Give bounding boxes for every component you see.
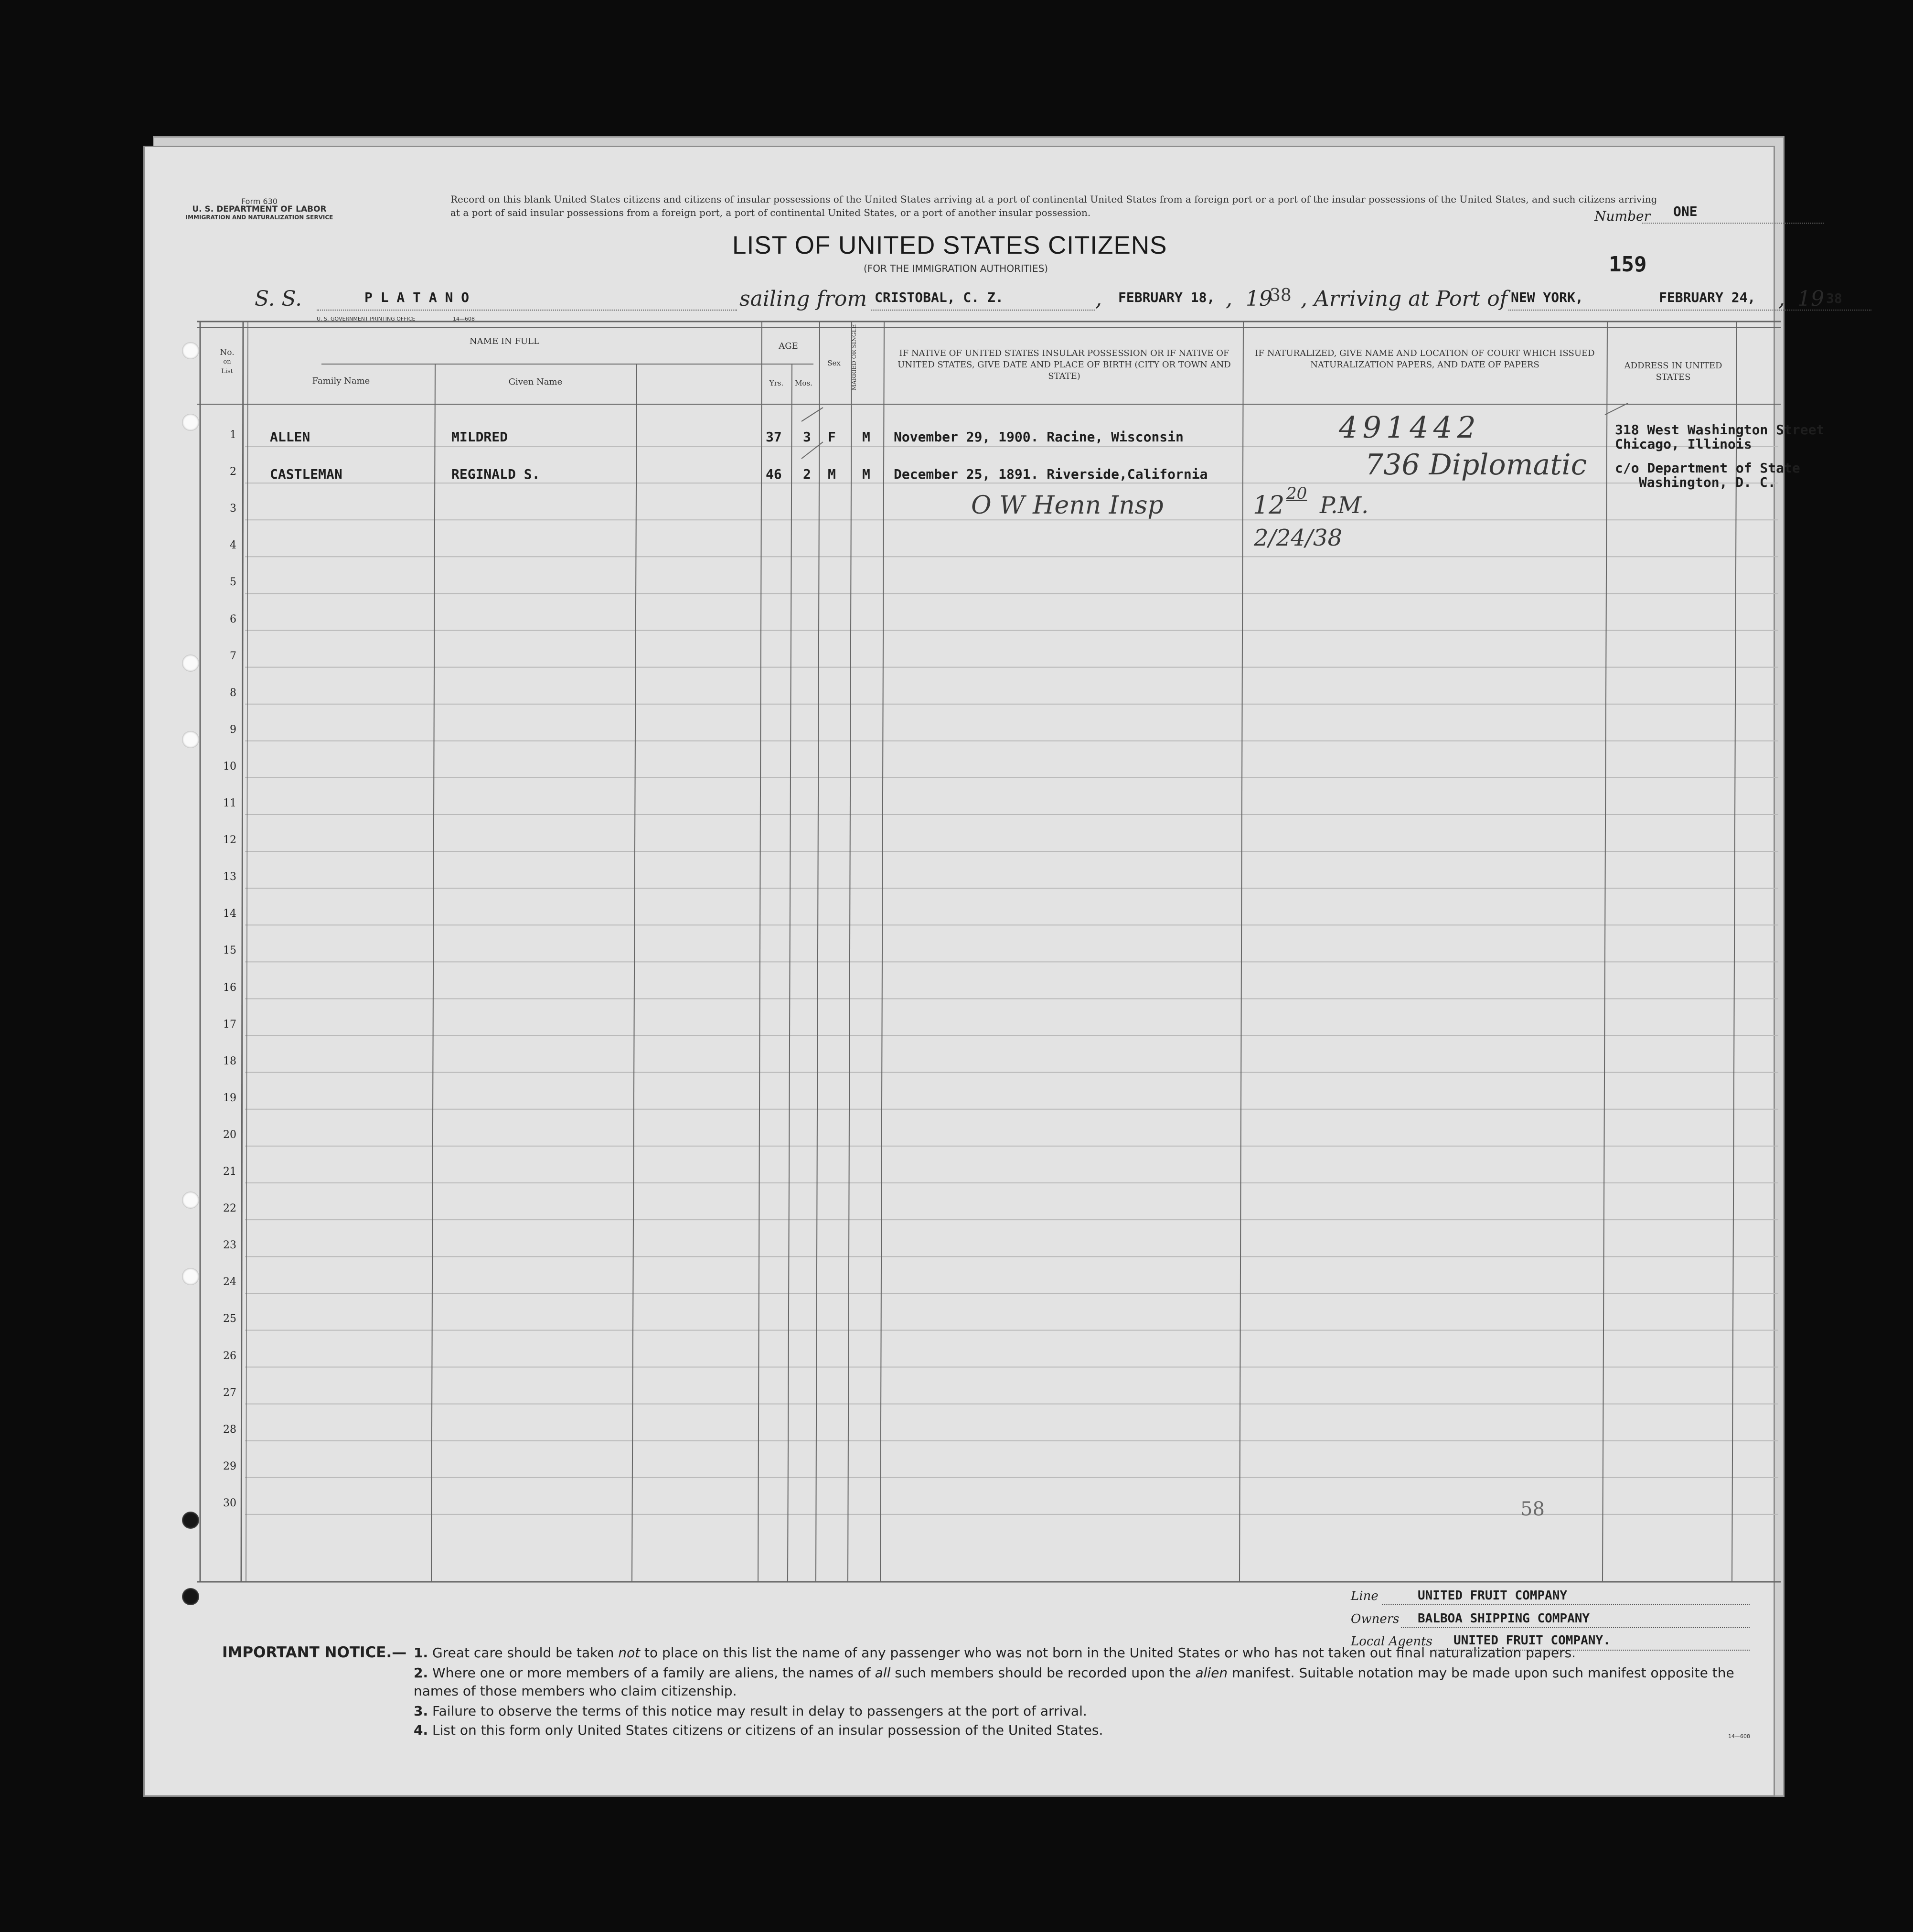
header-yrs: Yrs. <box>769 379 784 387</box>
row-number: 23 <box>223 1239 236 1252</box>
row-number: 6 <box>230 613 236 625</box>
line-value: UNITED FRUIT COMPANY <box>1418 1589 1568 1603</box>
row-number: 22 <box>223 1202 236 1215</box>
page-subtitle: (FOR THE IMMIGRATION AUTHORITIES) <box>864 263 1048 274</box>
notice-text: such members should be recorded upon the <box>890 1665 1196 1681</box>
comma: , <box>1778 287 1785 311</box>
row-number: 9 <box>230 723 236 736</box>
line-label: Line <box>1351 1589 1379 1603</box>
row-number: 8 <box>230 687 236 699</box>
row-number: 11 <box>223 797 236 809</box>
row-number: 28 <box>223 1423 236 1436</box>
birth-2: December 25, 1891. Riverside,California <box>894 466 1208 482</box>
notice-text: to place on this list the name of any passenger who was not born in the United States or who has not taken out final naturalization papers. <box>640 1645 1576 1661</box>
owners-label: Owners <box>1351 1612 1400 1626</box>
family-name-1: ALLEN <box>270 429 310 445</box>
address-2-line2: Washington, D. C. <box>1639 474 1776 490</box>
page-title: LIST OF UNITED STATES CITIZENS <box>732 231 1167 259</box>
row-number: 17 <box>223 1018 236 1030</box>
notice-emphasis: not <box>618 1645 641 1661</box>
header-sex: Sex <box>827 359 841 367</box>
arrival-port: NEW YORK, <box>1511 290 1583 305</box>
header-birth: IF NATIVE OF UNITED STATES INSULAR POSSESSION OR IF NATIVE OF UNITED STATES, GIVE DATE AND PLACE OF BIRTH (CITY OR TOWN AND STATE) <box>898 348 1231 381</box>
row-number: 24 <box>223 1276 236 1288</box>
footer-code: 14—608 <box>1728 1733 1750 1739</box>
notice-text: Great care should be taken <box>432 1645 619 1661</box>
ss-label: S. S. <box>255 287 302 311</box>
comma: , <box>1226 287 1232 311</box>
row-number: 13 <box>223 871 236 883</box>
header-address: ADDRESS IN UNITED STATES <box>1624 361 1722 382</box>
header-list: List <box>221 368 233 375</box>
inspection-time-minutes: 20 <box>1286 484 1307 503</box>
header-naturalized: IF NATURALIZED, GIVE NAME AND LOCATION OF COURT WHICH ISSUED NATURALIZATION PAPERS, AND DATE OF PAPERS <box>1255 348 1595 370</box>
header-mos: Mos. <box>795 379 812 387</box>
row-number: 2 <box>230 466 236 478</box>
notice-text: List on this form only United States citizens or citizens of an insular possession of the United States. <box>432 1722 1103 1738</box>
row-number: 16 <box>223 981 236 994</box>
row-number: 19 <box>223 1092 236 1104</box>
printing-code: 14—608 <box>453 316 475 322</box>
row-number: 15 <box>223 945 236 957</box>
number-value: ONE <box>1673 204 1698 219</box>
header-given-name: Given Name <box>508 377 563 387</box>
address-1-line2: Chicago, Illinois <box>1615 436 1752 452</box>
header-no: No. <box>220 348 235 357</box>
printing-office: U. S. GOVERNMENT PRINTING OFFICE <box>317 316 416 322</box>
sailing-from-label: sailing from <box>739 287 867 311</box>
row-number: 3 <box>230 503 236 515</box>
intro-text: Record on this blank United States citizens and citizens of insular possessions of the United States arriving at a port of continental United States from a foreign port or a port of the insular possessions of the United States, and such citizens arriving at a port of said insular possessions from a foreign port, a port of continental United States, or a port of another insular possession. <box>450 193 1657 218</box>
row-number: 30 <box>223 1497 236 1509</box>
notice-item-number: 3. <box>414 1703 428 1719</box>
age-mos-1: 3 <box>803 429 811 445</box>
age-mos-2: 2 <box>803 466 811 482</box>
notice-emphasis: all <box>875 1665 891 1681</box>
inspector-signature: O W Henn Insp <box>971 491 1164 520</box>
address-2-line1: c/o Department of State <box>1615 460 1800 476</box>
notice-text: manifest. Suitable notation may be made upon such manifest opposite the names of those members who claim citizenship. <box>414 1665 1734 1699</box>
arrival-year-suffix: 38 <box>1826 290 1842 306</box>
form-number: Form 630 <box>241 197 278 206</box>
header-age: AGE <box>779 341 798 351</box>
row-number: 5 <box>230 576 236 589</box>
family-name-2: CASTLEMAN <box>270 466 342 482</box>
row-number: 18 <box>223 1055 236 1067</box>
arriving-label: , Arriving at Port of <box>1301 287 1507 311</box>
age-yrs-2: 46 <box>766 466 782 482</box>
row-number: 12 <box>223 834 236 847</box>
birth-1: November 29, 1900. Racine, Wisconsin <box>894 429 1184 445</box>
row-number: 26 <box>223 1350 236 1362</box>
arrival-date: FEBRUARY 24, <box>1659 290 1756 305</box>
marital-2: M <box>862 466 870 482</box>
naturalization-1: 491442 <box>1339 410 1481 445</box>
row-number: 27 <box>223 1386 236 1399</box>
notice-item-number: 2. <box>414 1665 428 1681</box>
inspection-time-suffix: P.M. <box>1320 492 1369 519</box>
age-yrs-1: 37 <box>766 429 782 445</box>
marital-1: M <box>862 429 870 445</box>
given-name-2: REGINALD S. <box>451 466 540 482</box>
notice-item-2 <box>414 1664 1756 1700</box>
notice-emphasis: alien <box>1195 1665 1228 1681</box>
address-1-line1: 318 West Washington Street <box>1615 422 1825 438</box>
manifest-sheet <box>143 146 1842 1797</box>
row-number: 25 <box>223 1313 236 1325</box>
comma: , <box>1095 287 1102 311</box>
header-on: on <box>223 358 231 365</box>
owners-value: BALBOA SHIPPING COMPANY <box>1418 1611 1590 1626</box>
service-name: IMMIGRATION AND NATURALIZATION SERVICE <box>185 214 333 221</box>
departure-year-suffix: 38 <box>1270 286 1292 305</box>
row-number: 4 <box>230 539 236 552</box>
row-number: 20 <box>223 1128 236 1141</box>
departure-year-prefix: 19 <box>1246 287 1272 311</box>
departure-date: FEBRUARY 18, <box>1118 290 1215 305</box>
sheet-stamp: 58 <box>1520 1498 1545 1520</box>
row-number: 1 <box>230 429 236 441</box>
row-number: 10 <box>223 760 236 773</box>
notice-item-1 <box>414 1644 1756 1662</box>
table-grid <box>145 147 1774 1795</box>
sex-1: F <box>828 429 836 445</box>
notice-text: Where one or more members of a family are aliens, the names of <box>432 1665 875 1681</box>
row-number: 7 <box>230 650 236 662</box>
row-number: 21 <box>223 1166 236 1178</box>
line-underline <box>1382 1604 1750 1605</box>
number-label: Number <box>1594 208 1650 224</box>
owners-underline <box>1401 1627 1750 1628</box>
departure-port: CRISTOBAL, C. Z. <box>875 290 1004 305</box>
page-number: 159 <box>1609 252 1647 277</box>
local-agents-value: UNITED FRUIT COMPANY. <box>1453 1633 1611 1648</box>
header-family-name: Family Name <box>312 376 370 386</box>
notice-item-number: 4. <box>414 1722 428 1738</box>
header-no-on-list <box>207 348 247 376</box>
inspection-date: 2/24/38 <box>1254 525 1343 551</box>
local-agents-label: Local Agents <box>1351 1634 1432 1649</box>
arrival-year-prefix: 19 <box>1797 287 1824 311</box>
notice-text: Failure to observe the terms of this notice may result in delay to passengers at the port of arrival. <box>432 1703 1087 1719</box>
notice-item-3 <box>414 1702 1756 1720</box>
header-name-in-full: NAME IN FULL <box>469 336 540 346</box>
notice-item-4 <box>414 1721 1756 1739</box>
ship-name: P L A T A N O <box>364 290 470 305</box>
row-number: 29 <box>223 1460 236 1472</box>
inspection-time-hours: 12 <box>1253 491 1285 520</box>
sex-2: M <box>828 466 836 482</box>
naturalization-2: 736 Diplomatic <box>1365 448 1587 482</box>
department-name: U. S. DEPARTMENT OF LABOR <box>192 204 327 214</box>
row-number: 14 <box>223 908 236 920</box>
notice-item-number: 1. <box>414 1645 428 1661</box>
notice-heading: IMPORTANT NOTICE.— <box>222 1644 407 1661</box>
given-name-1: MILDRED <box>451 429 508 445</box>
header-married-or-single: MARRIED OR SINGLE <box>851 324 857 391</box>
